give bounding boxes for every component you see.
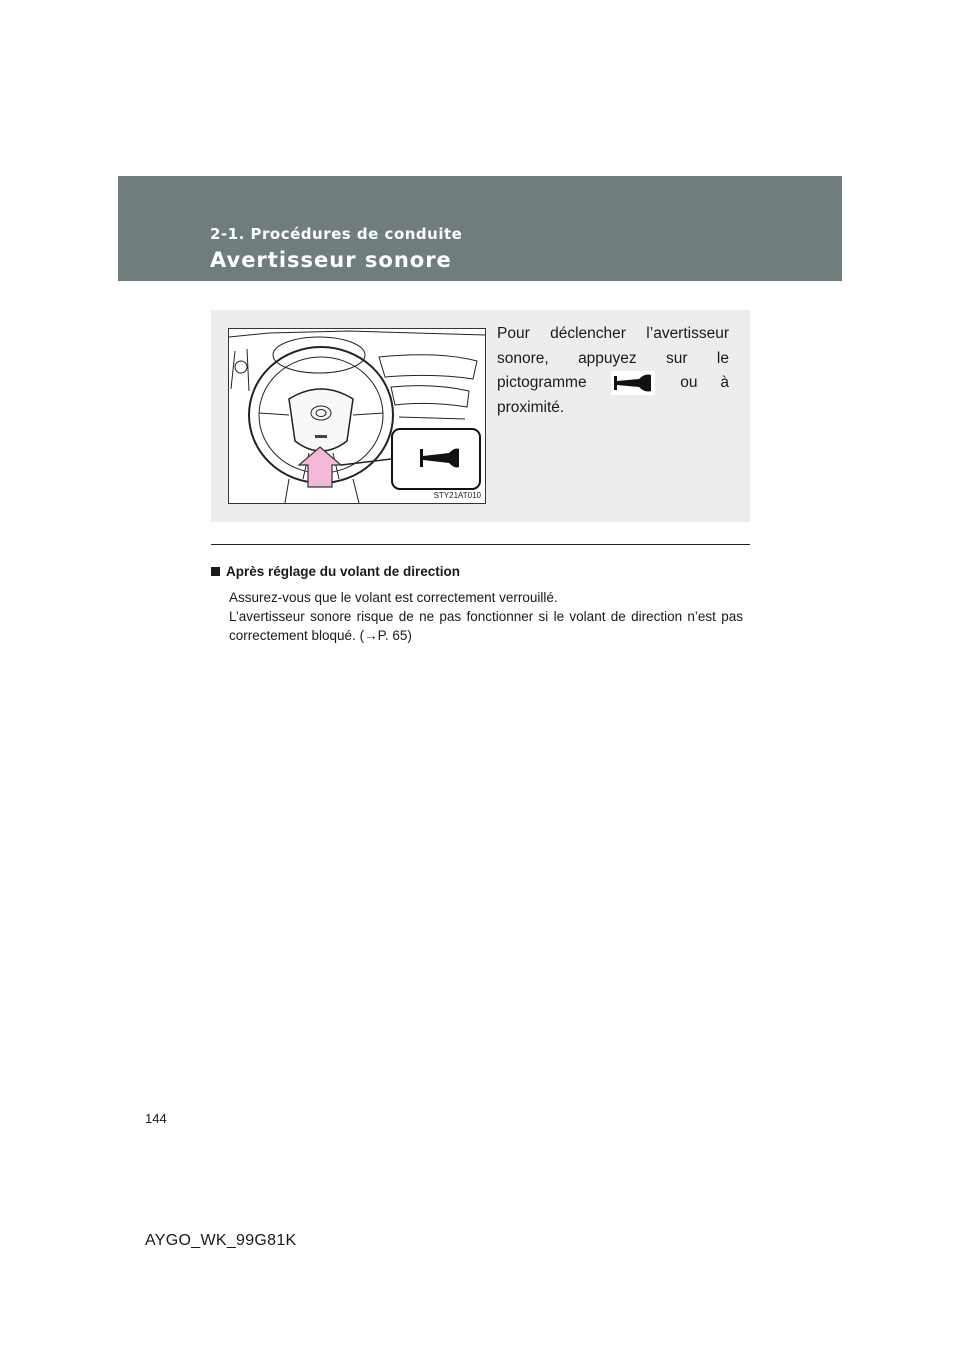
instruction-text [497, 322, 729, 420]
horn-icon [611, 371, 655, 395]
note-heading [211, 564, 460, 579]
header-band [118, 176, 842, 281]
steering-wheel-illustration [228, 328, 486, 504]
steering-wheel-drawing [229, 329, 485, 503]
instruction-before: Pour déclencher l’avertisseur sonore, appuyez sur le pictogramme [497, 325, 729, 392]
section-divider [211, 544, 750, 545]
page-number: 144 [145, 1111, 167, 1126]
note-body [229, 588, 743, 645]
square-bullet-icon [211, 567, 220, 576]
note-heading-text: Après réglage du volant de direction [226, 564, 461, 579]
instruction-after: ou à proximité. [497, 374, 729, 416]
note-line-1: Assurez-vous que le volant est correctement verrouillé. [229, 590, 558, 605]
figure-code: STY21AT010 [433, 491, 481, 500]
figure-panel [211, 310, 750, 522]
document-code: AYGO_WK_99G81K [145, 1232, 297, 1249]
note-line-2: L’avertisseur sonore risque de ne pas fonctionner si le volant de direction n’est pas correctement bloqué. (→P. 65) [229, 609, 743, 643]
page-title: Avertisseur sonore [210, 248, 452, 272]
section-label: 2-1. Procédures de conduite [210, 225, 463, 243]
